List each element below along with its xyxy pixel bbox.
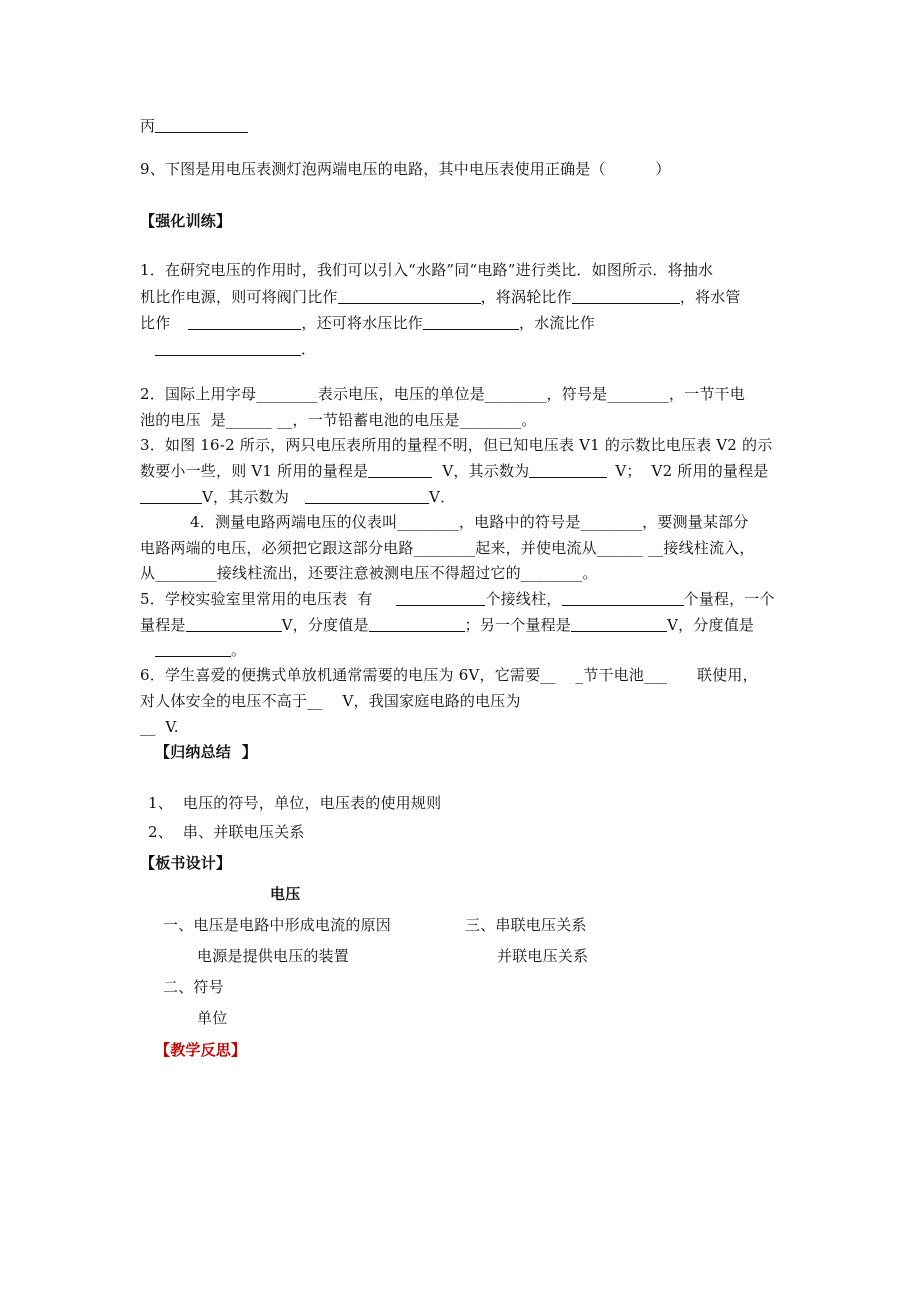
blank[interactable] [572, 289, 680, 304]
board-item-2-sub: 单位 [197, 1009, 228, 1027]
text: V，其示数为 [202, 488, 290, 506]
blank[interactable] [186, 617, 282, 632]
q3-line-3 [140, 489, 455, 505]
text: ，将水管 [679, 288, 741, 306]
board-item-1-sub: 电源是提供电压的装置 [197, 947, 350, 965]
blank[interactable] [396, 591, 485, 606]
blank[interactable] [571, 617, 667, 632]
board-item-2: 二、符号 [163, 978, 224, 996]
question-9: 9、下图是用电压表测灯泡两端电压的电路，其中电压表使用正确是（ ） [140, 160, 671, 178]
section-heading-training: 【强化训练】 [140, 212, 232, 230]
section-heading-reflection: 【教学反思】 [155, 1041, 247, 1059]
text: 个接线柱， [485, 590, 562, 608]
board-title: 电压 [270, 885, 301, 903]
board-item-3-sub: 并联电压关系 [497, 947, 589, 965]
text: 机比作电源，则可将阀门比作 [140, 288, 338, 306]
text: V． [429, 488, 456, 506]
q3-line-1: 3．如图 16-2 所示，两只电压表所用的量程不明，但已知电压表 V1 的示数比电压表 V2 的示 [140, 436, 773, 454]
text: ，将涡轮比作 [480, 288, 572, 306]
answer-line-bing [140, 118, 248, 134]
q3-line-2 [140, 463, 769, 479]
q4-line-2: 电路两端的电压，必须把它跟这部分电路________起来，并使电流从______ __接线柱流入， [140, 539, 755, 557]
blank[interactable] [155, 642, 231, 657]
blank[interactable] [188, 315, 301, 330]
blank[interactable] [423, 315, 519, 330]
text: ． [301, 340, 317, 358]
blank[interactable] [368, 463, 432, 478]
text: 。 [231, 641, 247, 659]
board-item-3: 三、串联电压关系 [465, 916, 587, 934]
section-heading-board: 【板书设计】 [140, 854, 232, 872]
text: V，分度值是 [667, 616, 755, 634]
text: V； V2 所用的量程是 [615, 462, 769, 480]
q4-line-3: 从________接线柱流出，还要注意被测电压不得超过它的________。 [140, 564, 598, 582]
q2-line-1: 2．国际上用字母________表示电压，电压的单位是________，符号是________，一节干电 [140, 385, 745, 403]
text: 个量程，一个 [683, 590, 775, 608]
q5-line-1 [140, 591, 775, 607]
text: ，水流比作 [519, 314, 596, 332]
summary-item-1: 1、 电压的符号，单位，电压表的使用规则 [148, 794, 442, 812]
q5-line-2 [140, 617, 754, 633]
q1-line-4 [155, 341, 316, 357]
blank[interactable] [562, 591, 684, 606]
section-heading-summary: 【归纳总结 】 [155, 743, 258, 761]
q6-line-2: 对人体安全的电压不高于__ V，我国家庭电路的电压为 [140, 692, 521, 710]
text: 量程是 [140, 616, 186, 634]
summary-item-2: 2、 串、并联电压关系 [148, 823, 305, 841]
label-bing: 丙 [140, 117, 156, 135]
q5-line-3 [155, 642, 246, 658]
q4-line-1: 4．测量电路两端电压的仪表叫________，电路中的符号是________，要测量某部分 [190, 513, 749, 531]
blank[interactable] [155, 341, 301, 356]
q6-line-1: 6．学生喜爱的便携式单放机通常需要的电压为 6V，它需要__ _节干电池___ 联使用， [140, 666, 758, 684]
text: V，其示数为 [442, 462, 530, 480]
q6-line-3: __ V. [140, 718, 179, 736]
blank[interactable] [338, 289, 481, 304]
blank[interactable] [529, 463, 607, 478]
blank[interactable] [305, 489, 429, 504]
blank[interactable] [369, 617, 465, 632]
q1-line-2 [140, 289, 741, 305]
text: ，还可将水压比作 [301, 314, 424, 332]
q1-line-1: 1．在研究电压的作用时，我们可以引入“水路”同“电路”进行类比．如图所示．将抽水 [140, 261, 714, 279]
text: 数要小一些，则 V1 所用的量程是 [140, 462, 369, 480]
blank[interactable] [140, 489, 202, 504]
board-item-1: 一、电压是电路中形成电流的原因 [163, 916, 392, 934]
text: 比作 [140, 314, 171, 332]
blank[interactable] [155, 118, 248, 133]
q1-line-3 [140, 315, 595, 331]
text: 5．学校实验室里常用的电压表 有 [140, 590, 373, 608]
q2-line-2: 池的电压 是______ __，一节铅蓄电池的电压是________。 [140, 411, 537, 429]
text: V，分度值是 [281, 616, 369, 634]
text: ；另一个量程是 [464, 616, 572, 634]
